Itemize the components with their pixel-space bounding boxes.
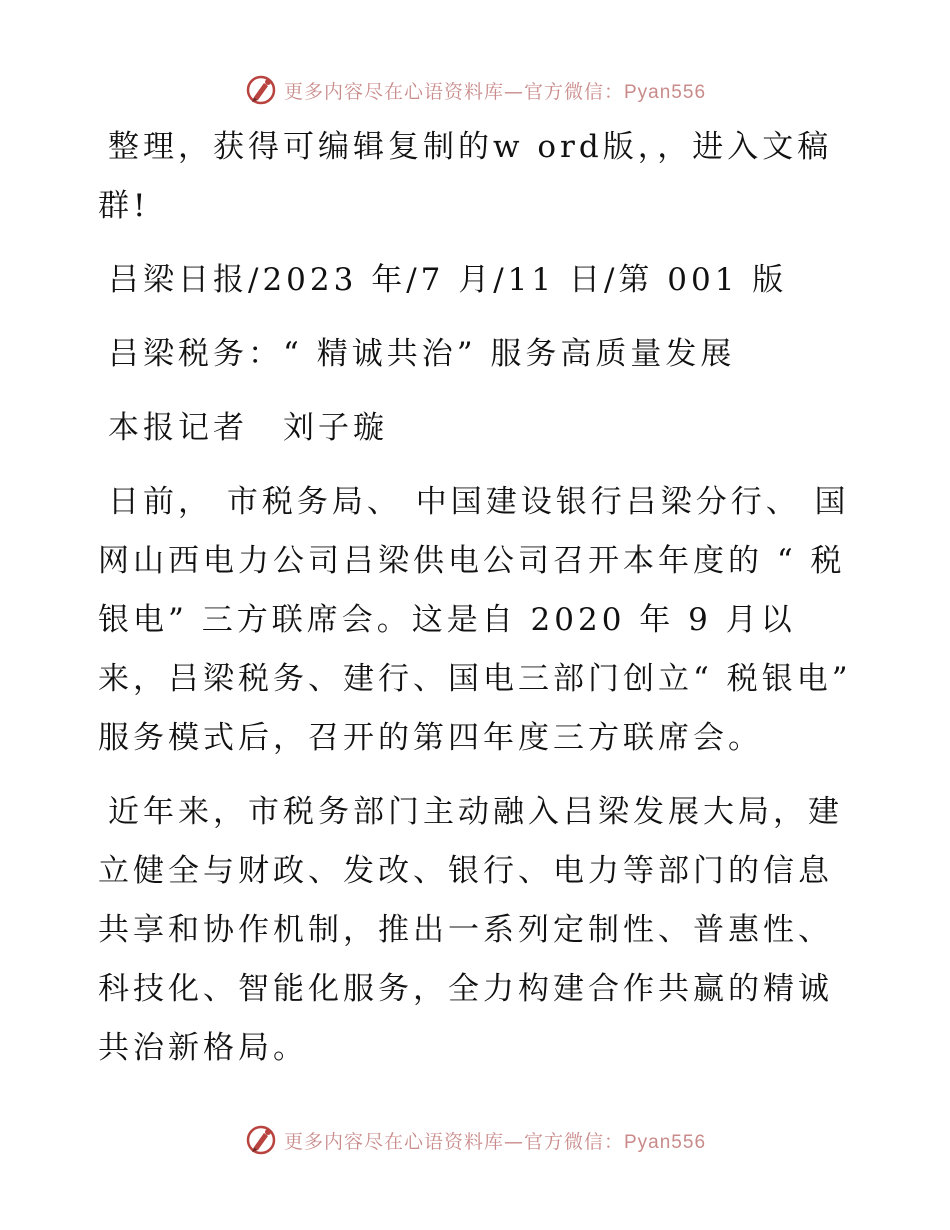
footer-watermark <box>0 1120 950 1160</box>
pen-logo-icon <box>244 73 278 107</box>
intro-note: 整理，获得可编辑复制的w ord版，，进入文稿群! <box>98 129 833 224</box>
body-paragraph-1: 日前， 市税务局、 中国建设银行吕梁分行、 国网山西电力公司吕梁供电公司召开本年度的 “ 税银电” 三方联席会。这是自 2020 年 9 月以来，吕梁税务、建行、国电三部门创立“ 税银电” 服务模式后，召开的第四年度三方联席会。 <box>98 484 852 756</box>
header-watermark <box>0 70 950 110</box>
body-paragraph-2: 近年来，市税务部门主动融入吕梁发展大局，建立健全与财政、发改、银行、电力等部门的信息共享和协作机制，推出一系列定制性、普惠性、科技化、智能化服务，全力构建合作共赢的精诚共治新格局。 <box>98 794 843 1066</box>
byline: 本报记者 刘子璇 <box>108 410 388 446</box>
watermark-text: 更多内容尽在心语资料库—官方微信：Pyan556 <box>283 1130 707 1153</box>
watermark-text: 更多内容尽在心语资料库—官方微信：Pyan556 <box>283 80 707 103</box>
document-body <box>98 118 858 1093</box>
pen-logo-icon <box>244 1123 278 1157</box>
publication-info: 吕梁日报/2023 年/7 月/11 日/第 001 版 <box>108 262 788 298</box>
article-title: 吕梁税务：“ 精诚共治” 服务高质量发展 <box>108 336 736 372</box>
